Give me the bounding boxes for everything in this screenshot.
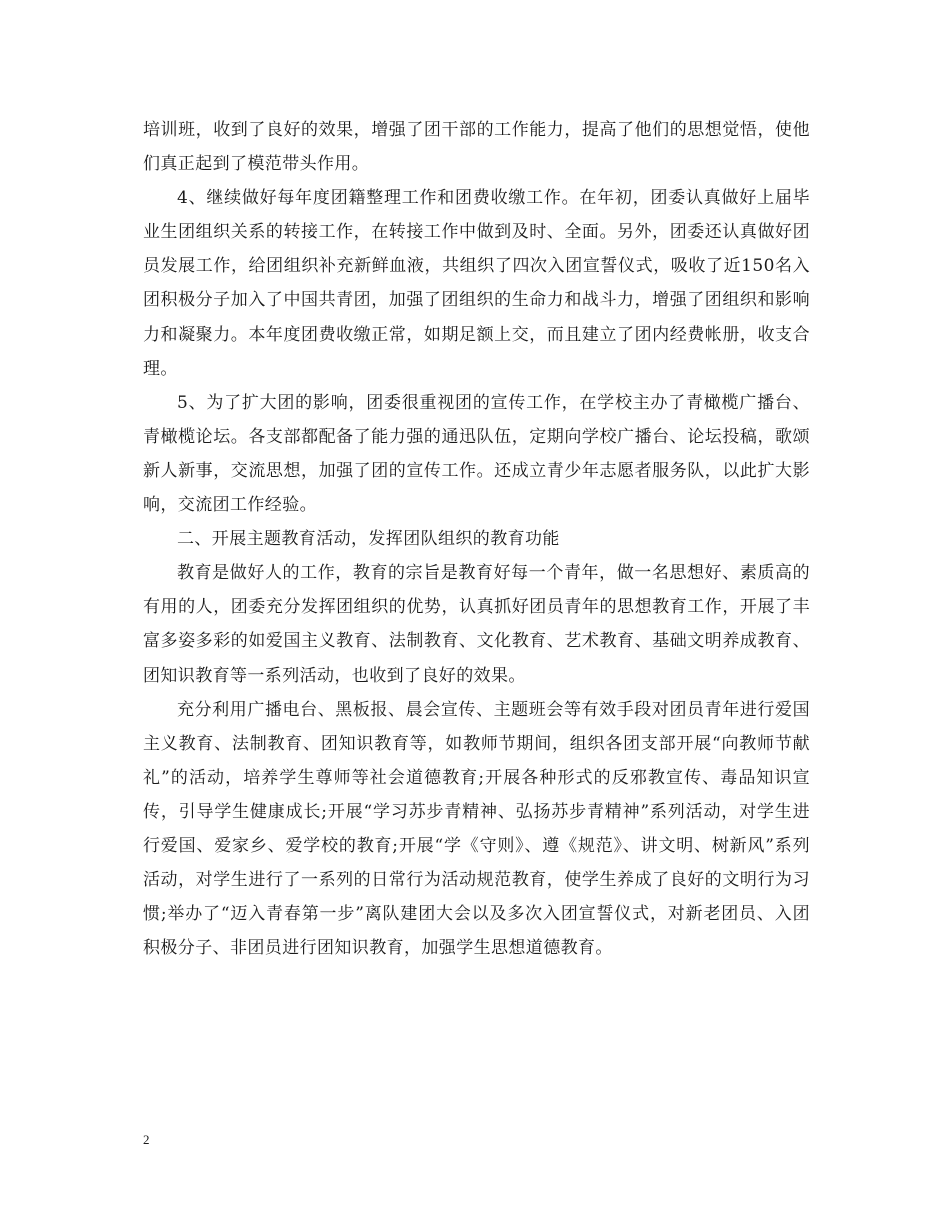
paragraph-continuation: 培训班，收到了良好的效果，增强了团干部的工作能力，提高了他们的思想觉悟，使他们真正起到了模范带头作用。 bbox=[143, 120, 810, 175]
section-heading-2: 二、开展主题教育活动，发挥团队组织的教育功能 bbox=[177, 529, 560, 550]
paragraph-item-4: 4、继续做好每年度团籍整理工作和团费收缴工作。在年初，团委认真做好上届毕业生团组织关系的转接工作，在转接工作中做到及时、全面。另外，团委还认真做好团员发展工作，给团组织补充新鲜血液，共组织了四次入团宣誓仪式，吸收了近150名入团积极分子加入了中国共青团，加强了团组织的生命力和战斗力，增强了团组织和影响力和凝聚力。本年度团费收缴正常，如期足额上交，而且建立了团内经费帐册，收支合理。 bbox=[143, 188, 810, 379]
paragraph-item-5: 5、为了扩大团的影响，团委很重视团的宣传工作，在学校主办了青橄榄广播台、青橄榄论坛。各支部都配备了能力强的通迅队伍，定期向学校广播台、论坛投稿，歌颂新人新事，交流思想，加强了团的宣传工作。还成立青少年志愿者服务队，以此扩大影响，交流团工作经验。 bbox=[143, 392, 810, 516]
page-number: 2 bbox=[143, 1132, 150, 1147]
paragraph-education: 教育是做好人的工作，教育的宗旨是教育好每一个青年，做一名思想好、素质高的有用的人，团委充分发挥团组织的优势，认真抓好团员青年的思想教育工作，开展了丰富多姿多彩的如爱国主义教育、法制教育、文化教育、艺术教育、基础文明养成教育、团知识教育等一系列活动，也收到了良好的效果。 bbox=[143, 563, 810, 686]
document-body bbox=[143, 113, 810, 965]
paragraph-activities: 充分利用广播电台、黑板报、晨会宣传、主题班会等有效手段对团员青年进行爱国主义教育、法制教育、团知识教育等，如教师节期间，组织各团支部开展“向教师节献礼”的活动，培养学生尊师等社会道德教育;开展各种形式的反邪教宣传、毒品知识宣传，引导学生健康成长;开展“学习苏步青精神、弘扬苏步青精神”系列活动，对学生进行爱国、爱家乡、爱学校的教育;开展“学《守则》、遵《规范》、讲文明、树新风”系列活动，对学生进行了一系列的日常行为活动规范教育，使学生养成了良好的文明行为习惯;举办了“迈入青春第一步”离队建团大会以及多次入团宣誓仪式，对新老团员、入团积极分子、非团员进行团知识教育，加强学生思想道德教育。 bbox=[143, 699, 810, 959]
